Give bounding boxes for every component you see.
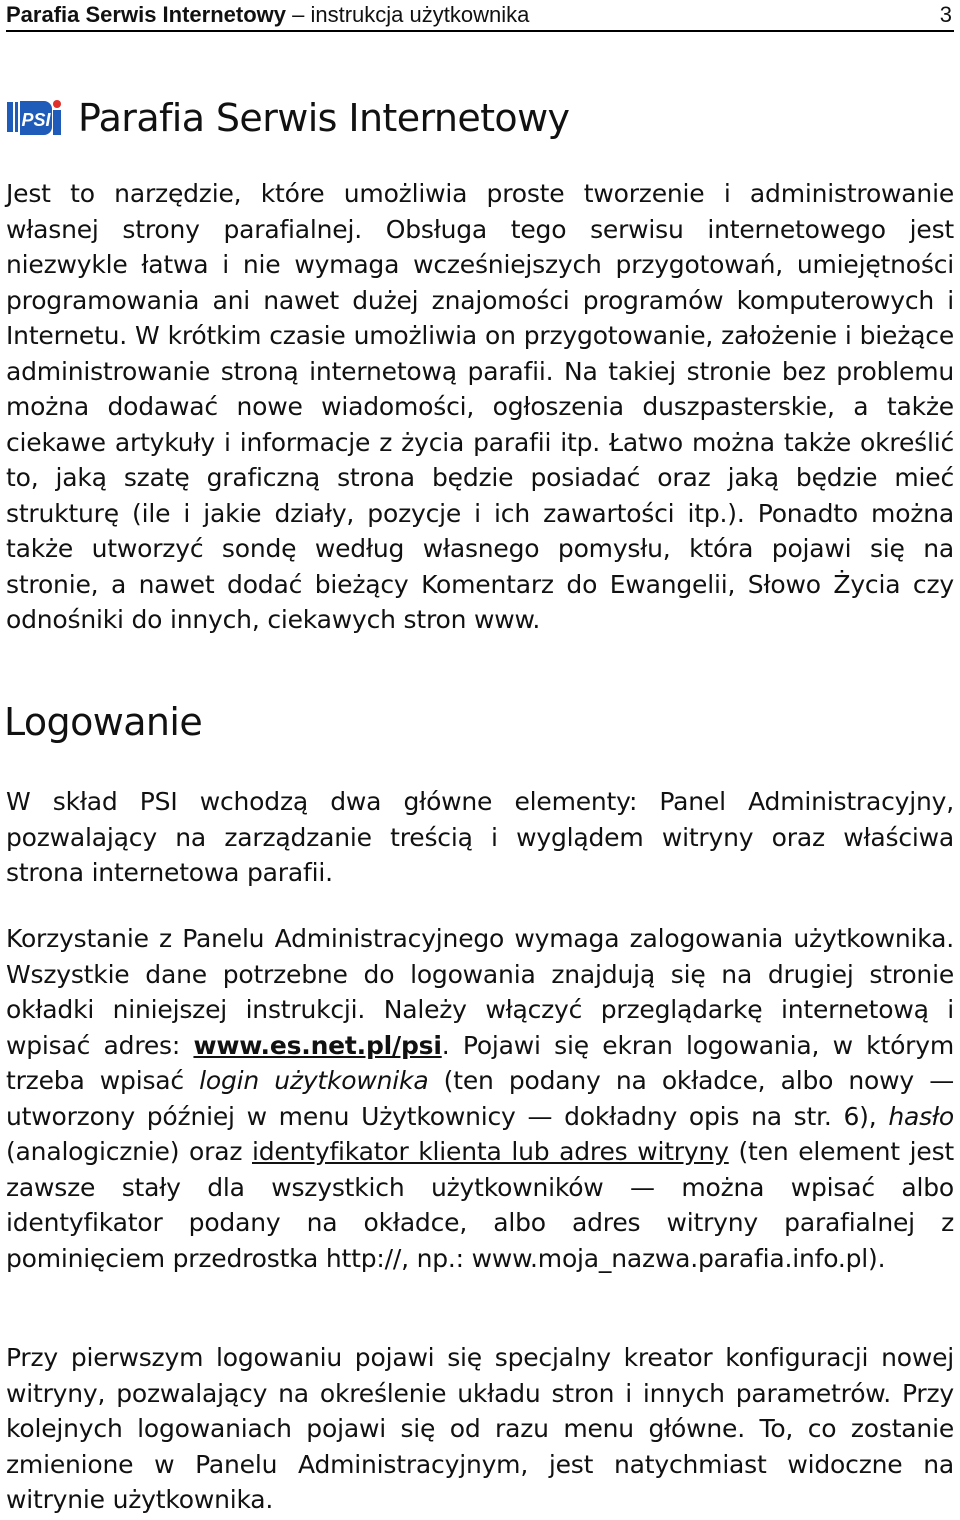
page-title: Parafia Serwis Internetowy [78,96,570,140]
page-number: 3 [939,2,952,27]
psi-url-link[interactable]: www.es.net.pl/psi [193,1030,442,1060]
header-title: Parafia Serwis Internetowy [6,2,286,27]
text-span: (ten element jest zawsze stały dla wszystkich użytkowników — można wpisać albo identyfikator podany na okładce, albo adres witryny parafialnej z pominięciem przedrostka http://, np.: www.moja_nazwa.parafia.info.pl). [6,1137,955,1273]
login-instructions-paragraph [6,921,954,1276]
psi-logo [6,95,64,141]
text-span: (ten podany na okładce, albo nowy — utworzony później w menu Użytkownicy — dokładny opis na str. 6), [6,1066,955,1131]
logo-text: PSI [21,110,51,130]
page-header [6,0,954,32]
psi-elements-paragraph: W skład PSI wchodzą dwa główne elementy: Panel Administracyjny, pozwalający na zarządzanie treścią i wyglądem witryny oraz właściwa strona internetowa parafii. [6,787,954,887]
header-subtitle: – instrukcja użytkownika [286,2,530,27]
title-row [6,88,569,148]
text-span: Korzystanie z Panelu Administracyjnego wymaga zalogowania użytkownika. Wszystkie dane potrzebne do logowania znajdują się na drugiej stronie okładki niniejszej instrukcji. Należy włączyć przeglądarkę internetową i wpisać adres: [6,924,954,1060]
intro-paragraph: Jest to narzędzie, które umożliwia proste tworzenie i administrowanie własnej strony parafialnej. Obsługa tego serwisu internetowego jest niezwykle łatwa i nie wymaga wcześniejszych przygotowań, umiejętności programowania ani nawet dużej znajomości programów komputerowych i Internetu. W krótkim czasie umożliwia on przygotowanie, założenie i bieżące administrowanie stroną internetową parafii. Na takiej stronie bez problemu można dodawać nowe wiadomości, ogłoszenia duszpasterskie, a także ciekawe artykuły i informacje z życia parafii itp. Łatwo można także określić to, jaką szatę graficzną strona będzie posiadać oraz jaką będzie mieć strukturę (ile i jakie działy, pozycje i ich zawartości itp.). Ponadto można także utworzyć sondę według własnego pomysłu, która pojawi się na stronie, a nawet dodać bieżący Komentarz do Ewangelii, Słowo Życia czy odnośniki do innych, ciekawych stron www. [6,179,954,634]
client-id-term: identyfikator klienta lub adres witryny [252,1137,729,1166]
login-term: login użytkownika [199,1066,429,1095]
password-term: hasło [888,1101,954,1131]
first-login-paragraph: Przy pierwszym logowaniu pojawi się specjalny kreator konfiguracji nowej witryny, pozwalający na określenie układu stron i innych parametrów. Przy kolejnych logowaniach pojawi się od razu menu główne. To, co zostanie zmienione w Panelu Administracyjnym, jest natychmiast widoczne na witrynie użytkownika. [6,1343,954,1514]
text-span: (analogicznie) oraz [6,1137,252,1166]
text-span: . Pojawi się ekran logowania, w którym trzeba wpisać [6,1030,954,1095]
section-title-logowanie: Logowanie [4,700,203,744]
